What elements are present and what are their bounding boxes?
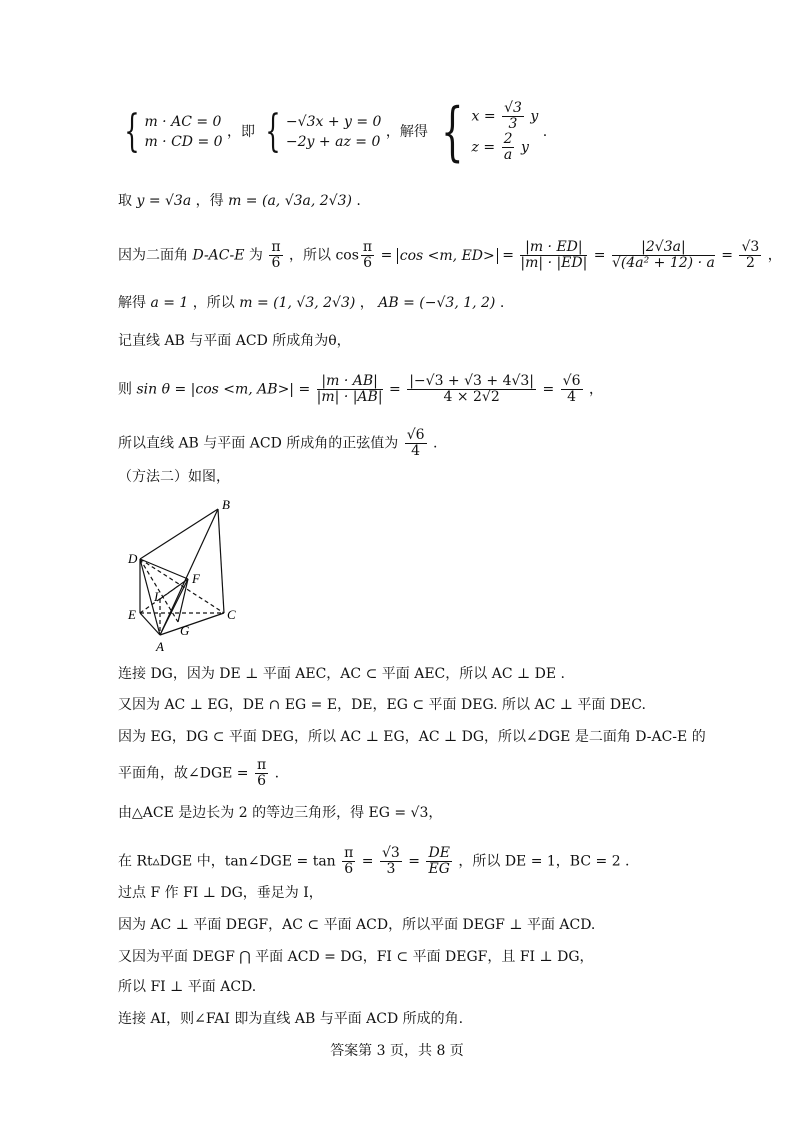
label-a: A	[156, 639, 164, 654]
frac-sin-2: $\frac{|-√3 + √3 + 4√3|}{4 \times 2√2}$	[409, 373, 535, 405]
sol-z-frac: $\frac{2}{a}$	[503, 131, 513, 163]
edge-bc	[218, 509, 224, 613]
line-sin-theta: 则 sin θ = |cos <m, AB>| = $\frac{|m \cdot AB|}{|m| \cdot |AB|}$ = $\frac{|-√3 + √3 + 4√3|}{4 \times 2√2}$ = $\frac{√6}{4}$ ，	[118, 373, 603, 405]
frac-sin-3: $\frac{√6}{4}$	[562, 373, 581, 405]
line-connect-dg: 连接 DG，因为 DE ⊥ 平面 AEC，AC ⊂ 平面 AEC，所以 AC ⊥ DE .	[118, 666, 565, 682]
sys2-row2: −2y + az = 0	[285, 134, 381, 150]
line-dihedral: 因为二面角 D-AC-E 为 $\frac{\pi}{6}$ ，所以 cos $\frac{\pi}{6}$ = cos <m, ED> = $\frac{|m \cdot ED|}{|m| \cdot |ED|}$ = $\frac{|2√3a|}{\text{√(4a² + 12) · a}}$ = $\frac{√3}{2}$ ，	[118, 239, 782, 271]
tan-frac-2: $\frac{DE}{EG}$	[428, 845, 450, 877]
system-line: { m · AC = 0 m · CD = 0 ，即 { −√3x + y = 0 −2y + az = 0 ，解得 { x = $\frac{√3}{3}$ y z = $\frac{2}{a}$ y .	[124, 95, 548, 169]
line-ac-perp-dec: 又因为 AC ⊥ EG，DE ∩ EG = E，DE，EG ⊂ 平面 DEG. 所以 AC ⊥ 平面 DEC.	[118, 697, 646, 713]
frac-answer: $\frac{√6}{4}$	[406, 427, 425, 459]
a-value: a = 1	[150, 295, 189, 311]
label-f: F	[192, 571, 200, 586]
line-angle-dge: 平面角，故∠DGE = $\frac{\pi}{6}$ .	[118, 757, 280, 789]
cos-expression: cos <m, ED>	[397, 248, 498, 264]
line-intersection: 又因为平面 DEGF ⋂ 平面 ACD = DG，FI ⊂ 平面 DEGF，且 FI ⊥ DG，	[118, 949, 594, 965]
frac-sin-1: $\frac{|m \cdot AB|}{|m| \cdot |AB|}$	[316, 373, 383, 405]
frac-cos-1: $\frac{|m \cdot ED|}{|m| \cdot |ED|}$	[520, 239, 588, 271]
frac-cos-2: $\frac{|2√3a|}{\text{√(4a² + 12) · a}}$	[611, 239, 715, 271]
label-c: C	[227, 607, 236, 622]
line-solve-a: 解得 a = 1 ，所以 m = (1, √3, 2√3) ， AB = (−√3, 1, 2) .	[118, 295, 505, 311]
pi-over-6-c: $\frac{\pi}{6}$	[257, 757, 267, 789]
sol-x-frac: $\frac{√3}{3}$	[504, 100, 522, 132]
line-equilateral: 由△ACE 是边长为 2 的等边三角形，得 EG = √3，	[118, 805, 443, 821]
system-solution: x = $\frac{√3}{3}$ y z = $\frac{2}{a}$ y	[471, 100, 539, 163]
edge-df	[140, 559, 188, 579]
text-jiede: ，解得	[385, 124, 428, 140]
m-vector-2: m = (1, √3, 2√3)	[239, 295, 356, 311]
sys1-row1: m · AC = 0	[144, 114, 222, 130]
line-connect-ai: 连接 AI，则∠FAI 即为直线 AB 与平面 ACD 所成的角.	[118, 1011, 464, 1027]
label-i: I	[154, 589, 159, 604]
line-plane-perp: 因为 AC ⊥ 平面 DEGF，AC ⊂ 平面 ACD，所以平面 DEGF ⊥ 平面 ACD.	[118, 917, 596, 933]
geometry-figure	[118, 495, 248, 655]
frac-cos-3: $\frac{√3}{2}$	[741, 239, 760, 271]
system-1	[144, 112, 222, 152]
text-ji: ，即	[227, 124, 256, 140]
sin-expression: sin θ = |cos <m, AB>| =	[136, 381, 311, 398]
line-take-y: 取 y = √3a ，得 m = (a, √3a, 2√3) .	[118, 193, 361, 209]
tan-frac-1: $\frac{√3}{3}$	[382, 845, 400, 877]
pi-over-6-d: $\frac{\pi}{6}$	[344, 845, 354, 877]
label-d: D	[128, 551, 138, 566]
sol-x-label: x =	[471, 108, 496, 125]
y-value: y = √3a	[136, 193, 192, 209]
line-conclusion-1: 所以直线 AB 与平面 ACD 所成角的正弦值为 $\frac{√6}{4}$ .	[118, 427, 438, 459]
pi-over-6-b: $\frac{\pi}{6}$	[362, 239, 373, 271]
label-b: B	[222, 497, 230, 512]
line-foot-i: 过点 F 作 FI ⊥ DG，垂足为 I，	[118, 885, 323, 901]
method-two-heading: （方法二）如图，	[118, 469, 230, 485]
label-e: E	[128, 607, 136, 622]
label-g: G	[180, 623, 190, 638]
page-footer: 答案第 3 页，共 8 页	[330, 1043, 464, 1059]
system-2	[286, 112, 382, 152]
line-tan: 在 Rt▵DGE 中，tan∠DGE = tan $\frac{\pi}{6}$ = $\frac{√3}{3}$ = $\frac{DE}{EG}$ ，所以 DE = 1，BC = 2 .	[118, 845, 630, 877]
dihedral-name: D-AC-E	[192, 247, 245, 264]
sys2-row1: −√3x + y = 0	[285, 114, 382, 130]
pi-over-6: $\frac{\pi}{6}$	[271, 239, 281, 271]
ab-vector: AB = (−√3, 1, 2)	[378, 295, 496, 311]
sys1-row2: m · CD = 0	[144, 134, 223, 150]
line-fi-perp: 所以 FI ⊥ 平面 ACD.	[118, 979, 257, 995]
line-angle-theta: 记直线 AB 与平面 ACD 所成角为θ，	[118, 333, 351, 349]
sol-z-label: z =	[471, 139, 496, 156]
m-vector: m = (a, √3a, 2√3)	[228, 193, 352, 209]
line-dihedral-angle: 因为 EG，DG ⊂ 平面 DEG，所以 AC ⊥ EG，AC ⊥ DG，所以∠DGE 是二面角 D-AC-E 的	[118, 729, 706, 745]
